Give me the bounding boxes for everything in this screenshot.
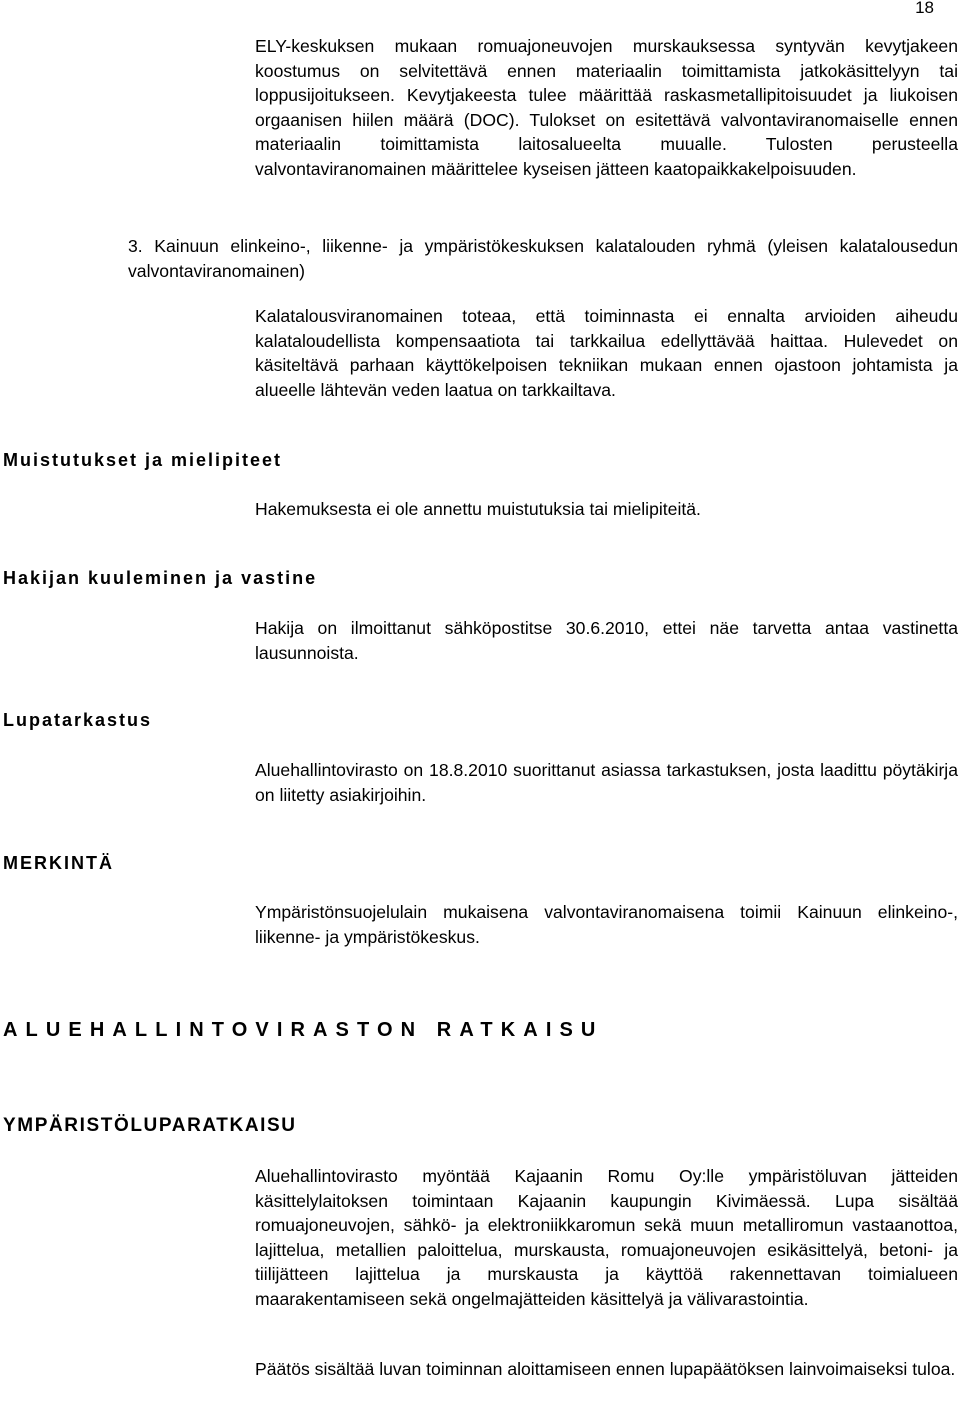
- kalatalous-paragraph: Kalatalousviranomainen toteaa, että toiminnasta ei ennalta arvioiden aiheudu kalataloudellista kompensaatiota tai tarkkailua edellyttävää haittaa. Hulevedet on käsiteltävä parhaan käyttökelpoisen tekniikan mukaan ennen ojastoon johtamista ja alueelle lähtevän veden laatua on tarkkailtava.: [255, 306, 958, 400]
- muistutukset-heading: Muistutukset ja mielipiteet: [3, 450, 283, 470]
- merkinta-heading: MERKINTÄ: [3, 853, 114, 873]
- merkinta-text: Ympäristönsuojelulain mukaisena valvontaviranomaisena toimii Kainuun elinkeino-, liikenne- ja ympäristökeskus.: [255, 902, 958, 947]
- kuuleminen-text: Hakija on ilmoittanut sähköpostitse 30.6.2010, ettei näe tarvetta antaa vastinetta lausunnoista.: [255, 618, 958, 663]
- decision-paragraph-2: Päätös sisältää luvan toiminnan aloittamiseen ennen lupapäätöksen lainvoimaiseksi tuloa.: [255, 1359, 956, 1379]
- kuuleminen-heading: Hakijan kuuleminen ja vastine: [3, 568, 318, 588]
- decision-subheading: YMPÄRISTÖLUPARATKAISU: [3, 1115, 297, 1136]
- decision-heading: ALUEHALLINTOVIRASTON RATKAISU: [3, 1019, 604, 1041]
- kainuun-statement-item: 3. Kainuun elinkeino-, liikenne- ja ympäristökeskuksen kalatalouden ryhmä (yleisen kalatalousedun valvontaviranomainen): [128, 236, 958, 281]
- lupatarkastus-text: Aluehallintovirasto on 18.8.2010 suorittanut asiassa tarkastuksen, josta laadittu pöytäkirja on liitetty asiakirjoihin.: [255, 760, 958, 805]
- decision-paragraph-1: Aluehallintovirasto myöntää Kajaanin Romu Oy:lle ympäristöluvan jätteiden käsittelylaitoksen toimintaan Kajaanin kaupungin Kivimäessä. Lupa sisältää romuajoneuvojen, sähkö- ja elektroniikkaromun sekä muun metalliromun vastaanottoa, lajittelua, metallien paloittelua, murskausta, romuajoneuvojen esikäsittelyä, betoni- ja tiilijätteen lajittelua ja murskausta ja käyttöä rakennettavan toimialueen maarakentamiseen sekä ongelmajätteiden käsittelyä ja välivarastointia.: [255, 1166, 958, 1309]
- lupatarkastus-heading: Lupatarkastus: [3, 710, 153, 730]
- ely-paragraph: ELY-keskuksen mukaan romuajoneuvojen murskauksessa syntyvän kevytjakeen koostumus on selvitettävä ennen materiaalin toimittamista jatkokäsittelyyn tai loppusijoitukseen. Kevytjakeesta tulee määrittää raskasmetallipitoisuudet ja liukoisen orgaanisen hiilen määrä (DOC). Tulokset on esitettävä valvontaviranomaiselle ennen materiaalin toimittamista laitosalueelta muualle. Tulosten perusteella valvontaviranomainen määrittelee kyseisen jätteen kaatopaikkakelpoisuuden.: [255, 36, 958, 179]
- page-number: 18: [915, 0, 934, 17]
- muistutukset-text: Hakemuksesta ei ole annettu muistutuksia tai mielipiteitä.: [255, 499, 701, 519]
